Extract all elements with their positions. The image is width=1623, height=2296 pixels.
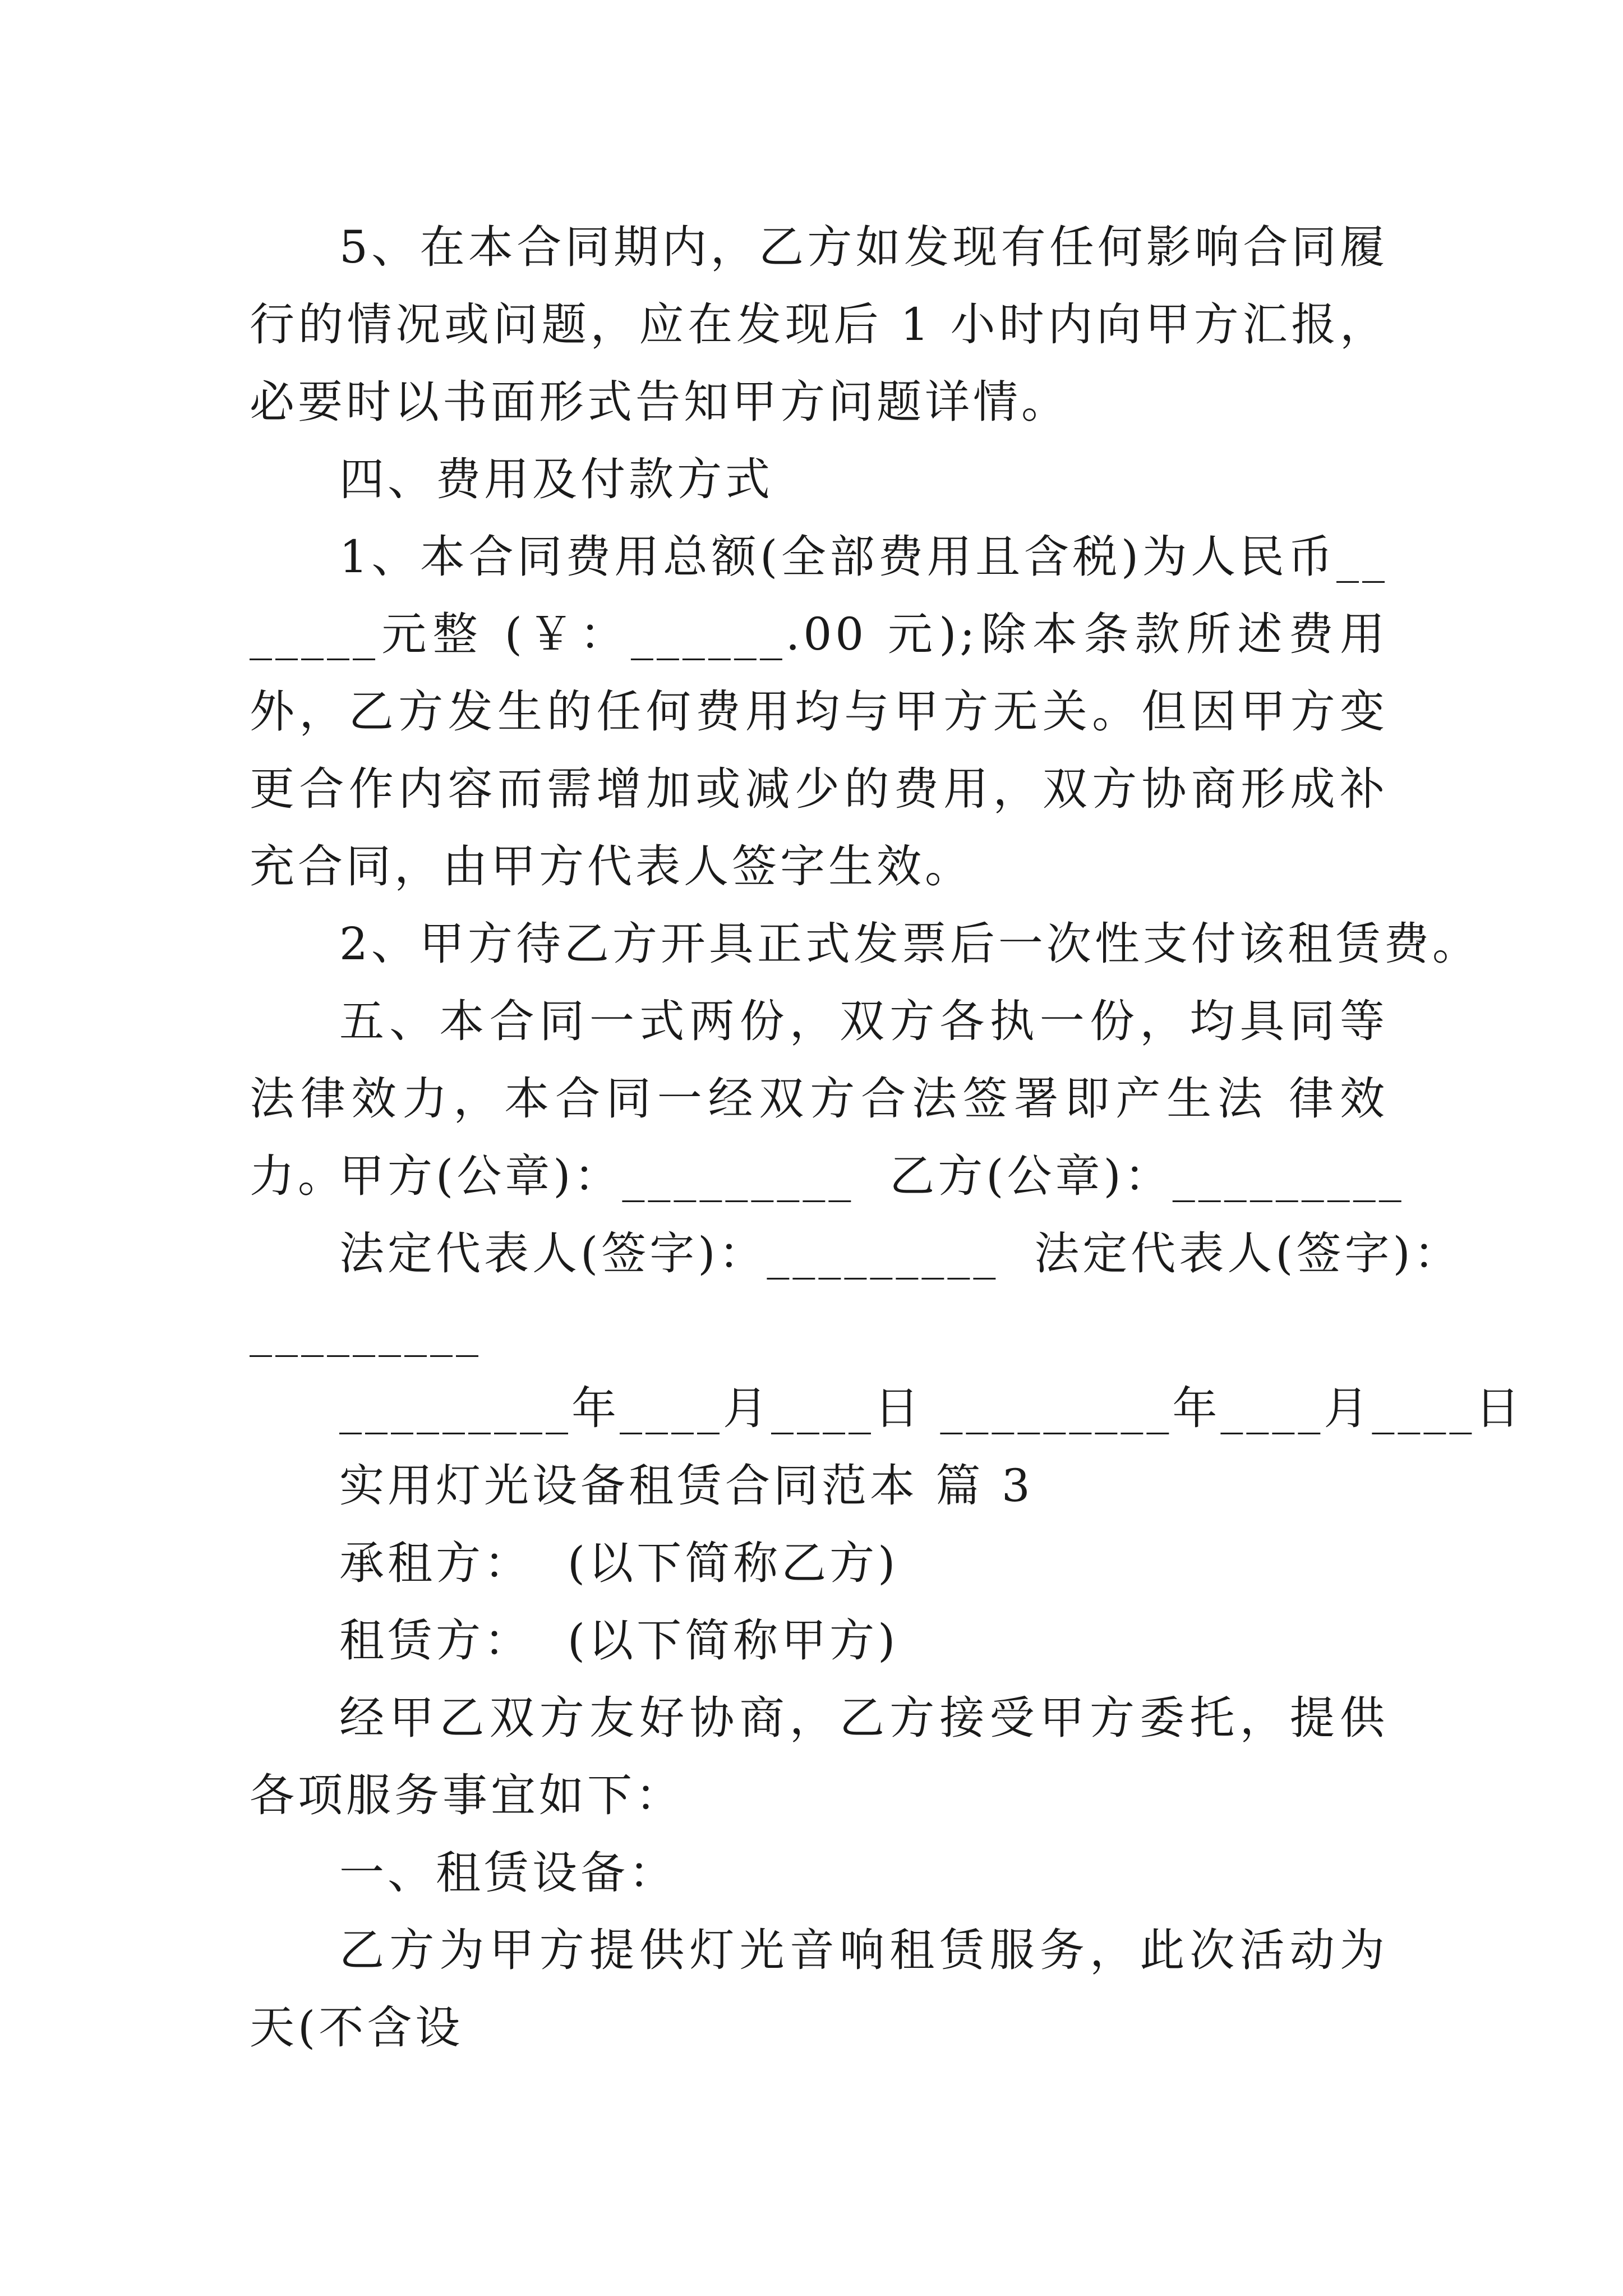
lessee-line: 承租方： (以下简称乙方) xyxy=(339,1537,899,1589)
fee-clause-2-paragraph: 2、甲方待乙方开具正式发票后一次性支付该租赁费。 xyxy=(339,918,1481,970)
signature-representative-blank: _________ xyxy=(250,1305,482,1357)
agreement-intro-paragraph: 经甲乙双方友好协商，乙方接受甲方委托，提供各项服务事宜如下： xyxy=(250,1692,1388,1821)
signature-seal-line: 甲方(公章)：_________ 乙方(公章)：_________ xyxy=(339,1150,1405,1202)
signature-date-line: _________年____月____日 _________年____月____日 xyxy=(339,1382,1524,1434)
article-3-title: 实用灯光设备租赁合同范本 篇 3 xyxy=(339,1460,1034,1512)
rental-equipment-heading: 一、租赁设备： xyxy=(339,1847,677,1899)
fee-clause-1-paragraph: 1、本合同费用总额(全部费用且含税)为人民币_______元整 (￥：______.00 元);除本条款所述费用外，乙方发生的任何费用均与甲方无关。但因甲方变更合作内容而需增加或减少的费用，双方协商形成补充合同，由甲方代表人签字生效。 xyxy=(250,531,1388,892)
clause-5-paragraph: 5、在本合同期内，乙方如发现有任何影响合同履行的情况或问题，应在发现后 1 小时内向甲方汇报，必要时以书面形式告知甲方问题详情。 xyxy=(250,221,1388,428)
section-4-heading: 四、费用及付款方式 xyxy=(339,453,773,505)
section-5-paragraph: 五、本合同一式两份，双方各执一份，均具同等法律效力，本合同一经双方合法签署即产生法 律效力。 xyxy=(250,995,1388,1202)
rental-service-paragraph: 乙方为甲方提供灯光音响租赁服务，此次活动为 天(不含设 xyxy=(250,1924,1388,2054)
signature-representative-line: 法定代表人(签字)：_________ 法定代表人(签字)： xyxy=(339,1227,1462,1280)
lessor-line: 租赁方： (以下简称甲方) xyxy=(339,1614,899,1667)
